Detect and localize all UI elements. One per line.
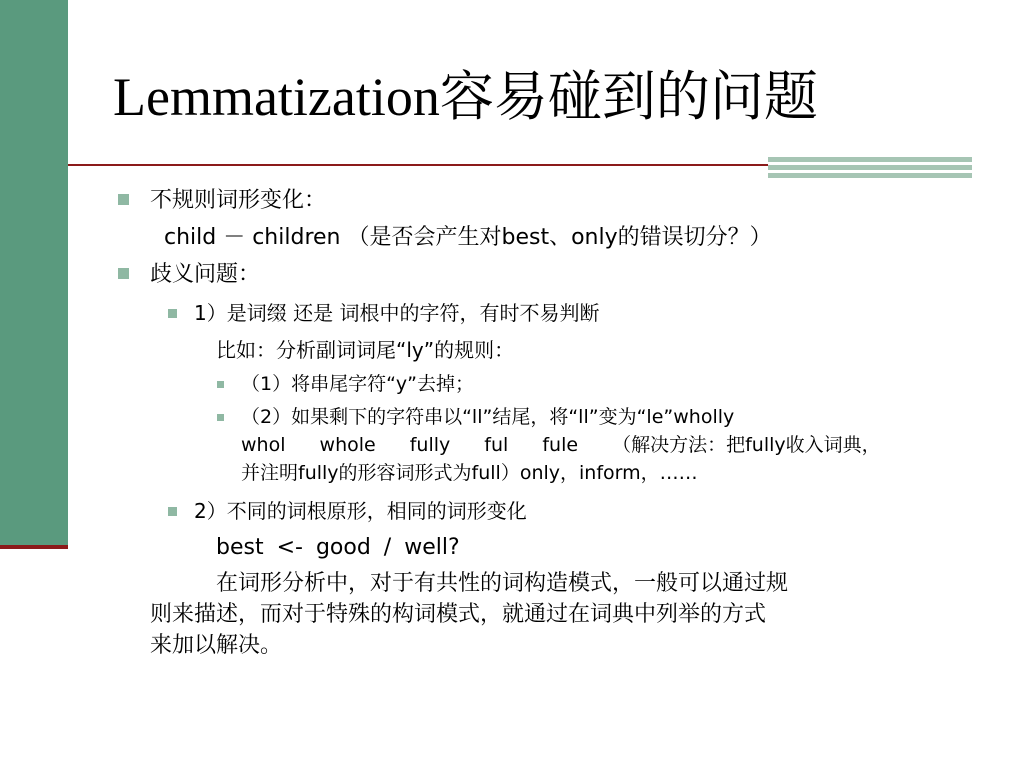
bullet-text: 不规则词形变化： bbox=[150, 188, 327, 213]
rule-step-continued: 并注明fully的形容词形式为full）only，inform，…… bbox=[241, 462, 698, 484]
stripe bbox=[768, 157, 972, 162]
rule-step: （1）将串尾字符“y”去掉； bbox=[241, 373, 475, 395]
bullet-square-icon bbox=[118, 268, 129, 279]
left-accent-bar-edge bbox=[0, 545, 68, 549]
decorative-stripes bbox=[768, 157, 972, 179]
sub-bullet-text: 1）是词缀 还是 词根中的字符，有时不易判断 bbox=[194, 301, 600, 325]
rule-step: （2）如果剩下的字符串以“ll”结尾，将“ll”变为“le”wholly bbox=[241, 406, 735, 428]
paragraph-line: 在词形分析中，对于有共性的词构造模式，一般可以通过规 bbox=[216, 571, 789, 596]
bullet-square-icon bbox=[168, 507, 177, 516]
bullet-square-icon bbox=[168, 309, 177, 318]
stripe bbox=[768, 165, 972, 170]
bullet-text: 歧义问题： bbox=[150, 262, 261, 287]
paragraph-line: 来加以解决。 bbox=[150, 633, 283, 658]
example-line: 比如：分析副词词尾“ly”的规则： bbox=[216, 338, 515, 362]
slide-title: Lemmatization容易碰到的问题 bbox=[113, 67, 818, 127]
paragraph-line: 则来描述，而对于特殊的构词模式，就通过在词典中列举的方式 bbox=[150, 602, 767, 627]
left-accent-bar bbox=[0, 0, 68, 545]
bullet-square-icon bbox=[118, 194, 129, 205]
bullet-square-icon bbox=[217, 414, 224, 421]
stripe bbox=[768, 173, 972, 178]
bullet-square-icon bbox=[217, 381, 224, 388]
example-line: best <- good / well? bbox=[216, 535, 460, 560]
example-line: child － children （是否会产生对best、only的错误切分？） bbox=[164, 225, 772, 250]
sub-bullet-text: 2）不同的词根原形，相同的词形变化 bbox=[194, 499, 527, 523]
rule-step-continued: whol whole fully ful fule （解决方法：把fully收入词典， bbox=[241, 434, 881, 456]
